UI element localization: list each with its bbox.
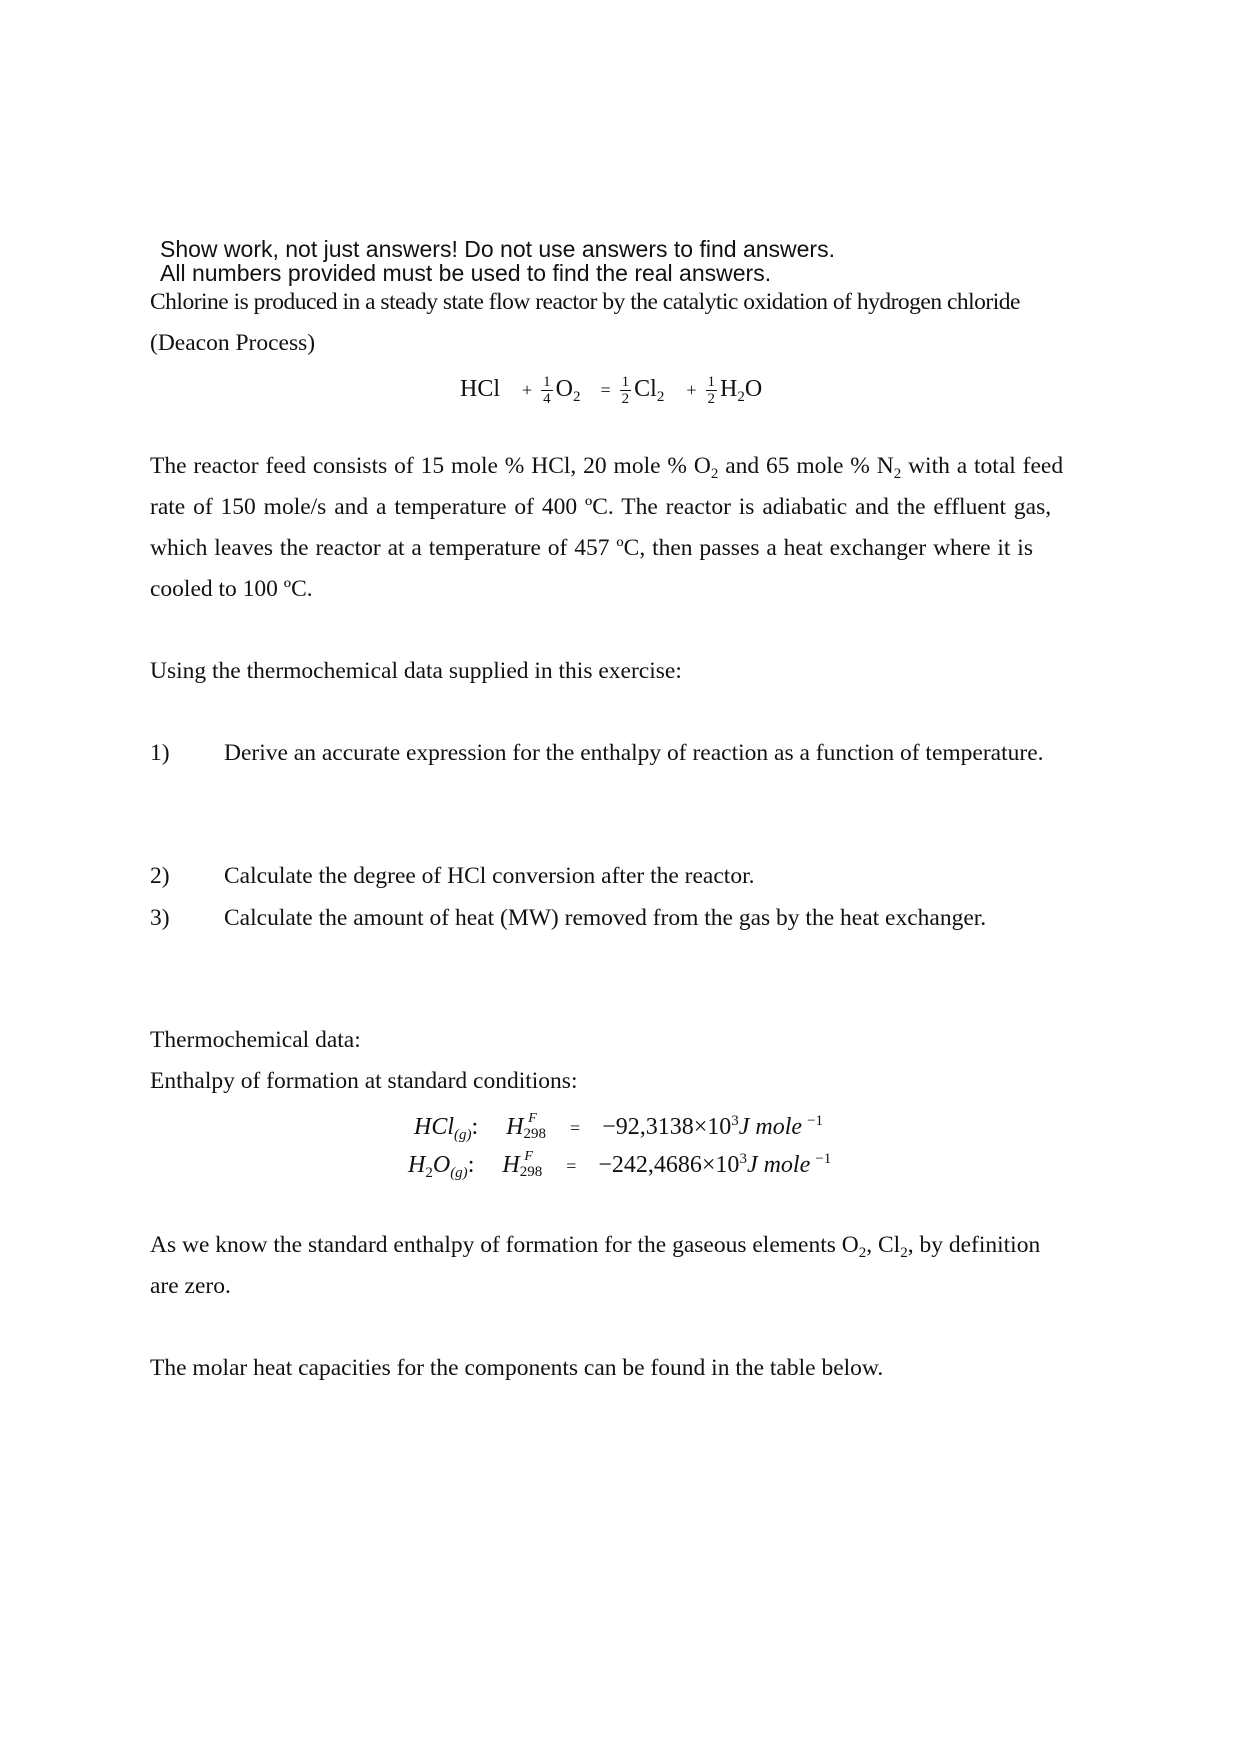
question-3-number: 3) bbox=[150, 905, 170, 931]
thermo-heading: Thermochemical data: bbox=[150, 1027, 361, 1053]
zero-line-2: are zero. bbox=[150, 1273, 231, 1299]
question-2-text: Calculate the degree of HCl conversion after the reactor. bbox=[224, 863, 755, 889]
feed-line-2: rate of 150 mole/s and a temperature of 400 ºC. The reactor is adiabatic and the effluent gas, bbox=[150, 494, 1052, 520]
reactant-o2: O bbox=[555, 376, 574, 403]
enthalpy-row-h2o: $H_2O_{(g)}$: H F $298 = -242,4686\times 10^3J$ mole $^{-1}$ bbox=[408, 1149, 832, 1181]
question-1-text: Derive an accurate expression for the enthalpy of reaction as a function of temperature. bbox=[224, 740, 1044, 766]
intro-line-1: Chlorine is produced in a steady state flow reactor by the catalytic oxidation of hydrogen chloride bbox=[150, 289, 1020, 315]
product-h2o: $H_2O$ bbox=[720, 376, 763, 406]
coefficient-o2: $\frac{1}{4}$ bbox=[543, 374, 551, 407]
plus-sign-2: + bbox=[686, 380, 697, 401]
plus-sign: + bbox=[522, 380, 533, 401]
coefficient-cl2: $\frac{1}{2}$ bbox=[621, 374, 630, 407]
notice-line-2: All numbers provided must be used to find the real answers. bbox=[160, 260, 772, 286]
cl2-subscript: 2 bbox=[656, 389, 665, 406]
equilibrium-sign: = bbox=[600, 380, 611, 401]
closing-line: The molar heat capacities for the components can be found in the table below. bbox=[150, 1355, 884, 1381]
notice-line-1: Show work, not just answers! Do not use answers to find answers. bbox=[160, 236, 835, 262]
feed-line-3: which leaves the reactor at a temperature of 457 ºC, then passes a heat exchanger where it is bbox=[150, 535, 1033, 561]
enthalpy-row-hcl: HCl$_{(g)}$: H F $298 = -92,3138\times 10^3J$ mole $^{-1}$ bbox=[414, 1111, 824, 1143]
reactant-hcl: HCl bbox=[460, 376, 501, 403]
intro-line-2: (Deacon Process) bbox=[150, 330, 316, 356]
coefficient-h2o: $\frac{1}{2}$ bbox=[707, 374, 716, 407]
question-3-text: Calculate the amount of heat (MW) removed from the gas by the heat exchanger. bbox=[224, 905, 987, 931]
feed-line-4: cooled to 100 ºC. bbox=[150, 576, 313, 602]
feed-line-1: The reactor feed consists of 15 mole % HCl, 20 mole % $O_2$ and 65 mole % $N_2$ with a total feed bbox=[150, 453, 1064, 482]
reaction-equation bbox=[460, 374, 762, 407]
o2-subscript: 2 bbox=[573, 389, 581, 406]
zero-line-1: As we know the standard enthalpy of formation for the gaseous elements $O_2$, $Cl_2$, by definition bbox=[150, 1232, 1041, 1261]
product-cl2: Cl bbox=[634, 376, 657, 403]
thermo-sub-heading: Enthalpy of formation at standard conditions: bbox=[150, 1068, 578, 1094]
question-1-number: 1) bbox=[150, 740, 170, 766]
using-data-line: Using the thermochemical data supplied in this exercise: bbox=[150, 658, 682, 684]
question-2-number: 2) bbox=[150, 863, 170, 889]
